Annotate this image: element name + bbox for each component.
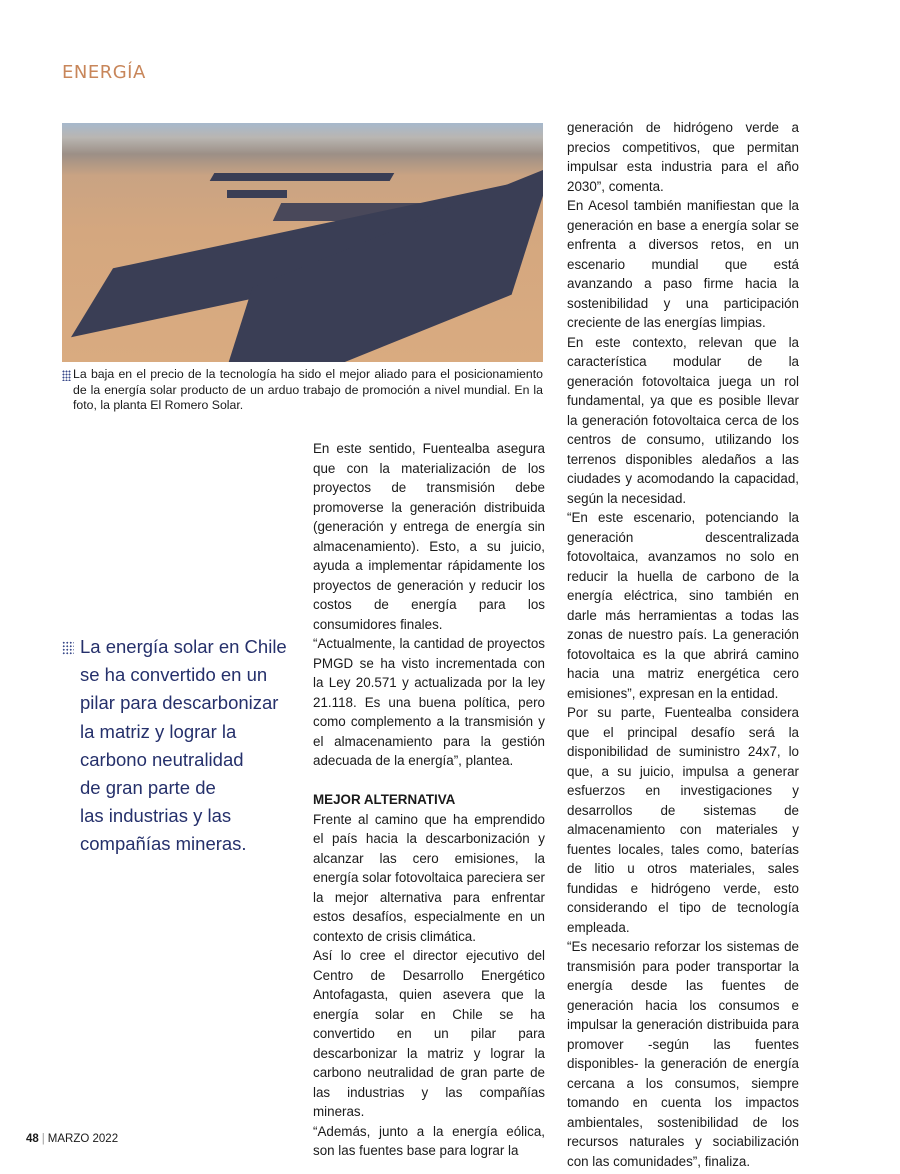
paragraph: Frente al camino que ha emprendido el país hacia la descarbonización y alcanzar las cero emisiones, la energía solar fotovoltaica pareciera ser la mejor alternativa para enfrentar estos desafíos, especialmente en un contexto de crisis climática. [313, 811, 545, 944]
solar-plant-photo [62, 123, 543, 362]
page-number: 48 [26, 1133, 39, 1145]
article-column-right [567, 118, 799, 1171]
paragraph: “Es necesario reforzar los sistemas de transmisión para poder transportar la energía desde las fuentes de generación hacia los consumos e impulsar la generación distribuida para promover -según las fuentes disponibles- la generación de energía cercana a los consumos, siempre tomando en cuenta los impactos ambientales, sostenibilidad de los recursos naturales y sociabilización con las comunidades”, finaliza. [567, 939, 799, 1169]
paragraph: En este contexto, relevan que la característica modular de la generación fotovoltaica juega un rol fundamental, ya que es posible llevar la generación fotovoltaica cerca de los centros de consumo, utilizando los terrenos disponibles aledaños a las ciudades y acomodando la capacidad, según la necesidad. [567, 334, 799, 506]
article-column-middle [313, 439, 545, 1161]
photo-caption: La baja en el precio de la tecnología ha sido el mejor aliado para el posicionamiento de la energía solar producto de un arduo trabajo de promoción a nivel mundial. En la foto, la planta El Romero Solar. [62, 367, 543, 414]
section-title: ENERGÍA [62, 62, 146, 83]
paragraph: “En este escenario, potenciando la generación descentralizada fotovoltaica, avanzamos no solo en reducir la huella de carbono de la energía eléctrica, sino también en darle más herramientas a todas las zonas de nuestro país. La generación fotovoltaica es la que abrirá camino hacia una matriz energética cero emisiones”, expresan en la entidad. [567, 510, 799, 701]
paragraph: generación de hidrógeno verde a precios competitivos, que permitan impulsar esta industria para el año 2030”, comenta. [567, 120, 799, 194]
paragraph: En Acesol también manifiestan que la generación en base a energía solar se enfrenta a diversos retos, en un escenario mundial que está avanzando a paso firme hacia la sostenibilidad y una participación creciente de las energías limpias. [567, 198, 799, 330]
issue-date: MARZO 2022 [47, 1133, 119, 1145]
paragraph: Así lo cree el director ejecutivo del Centro de Desarrollo Energético Antofagasta, quien asevera que la energía solar en Chile se ha convertido en un pilar para descarbonizar la matriz y lograr la carbono neutralidad de gran parte de las industrias y las compañías mineras. [313, 948, 545, 1119]
paragraph: “Además, junto a la energía eólica, son las fuentes base para lograr la [313, 1123, 545, 1158]
paragraph: Por su parte, Fuentealba considera que el principal desafío será la disponibilidad de suministro 24x7, lo que, a su juicio, impulsa a generar esfuerzos en investigaciones y desarrollos de sistemas de almacenamiento con materiales y fuentes locales, tales como, baterías de litio u otros materiales, sales fundidas e hidrógeno verde, esto considerando el tipo de tecnología empleada. [567, 705, 799, 935]
page-footer [26, 1133, 118, 1145]
subheading: MEJOR ALTERNATIVA [313, 792, 456, 807]
bullet-dots-icon [62, 370, 71, 381]
paragraph: “Actualmente, la cantidad de proyectos PMGD se ha visto incrementada con la Ley 20.571 y actualizada por la ley 21.118. Es una buena política, pero como complemento a la transmisión y el almacenamiento para la gestión adecuada de la energía”, plantea. [313, 636, 545, 768]
paragraph: En este sentido, Fuentealba asegura que con la materialización de los proyectos de transmisión debe promoverse la generación distribuida (generación y entrega de energía sin almacenamiento). Esto, a su juicio, ayuda a implementar rápidamente los proyectos de generación y reducir los costos de energía para los consumidores finales. [313, 441, 545, 632]
footer-separator: | [41, 1133, 45, 1145]
bullet-dots-icon [62, 641, 74, 655]
pull-quote: La energía solar en Chile se ha convertido en un pilar para descarbonizar la matriz y lograr la carbono neutralidad de gran parte de las industrias y las compañías mineras. [62, 633, 302, 859]
